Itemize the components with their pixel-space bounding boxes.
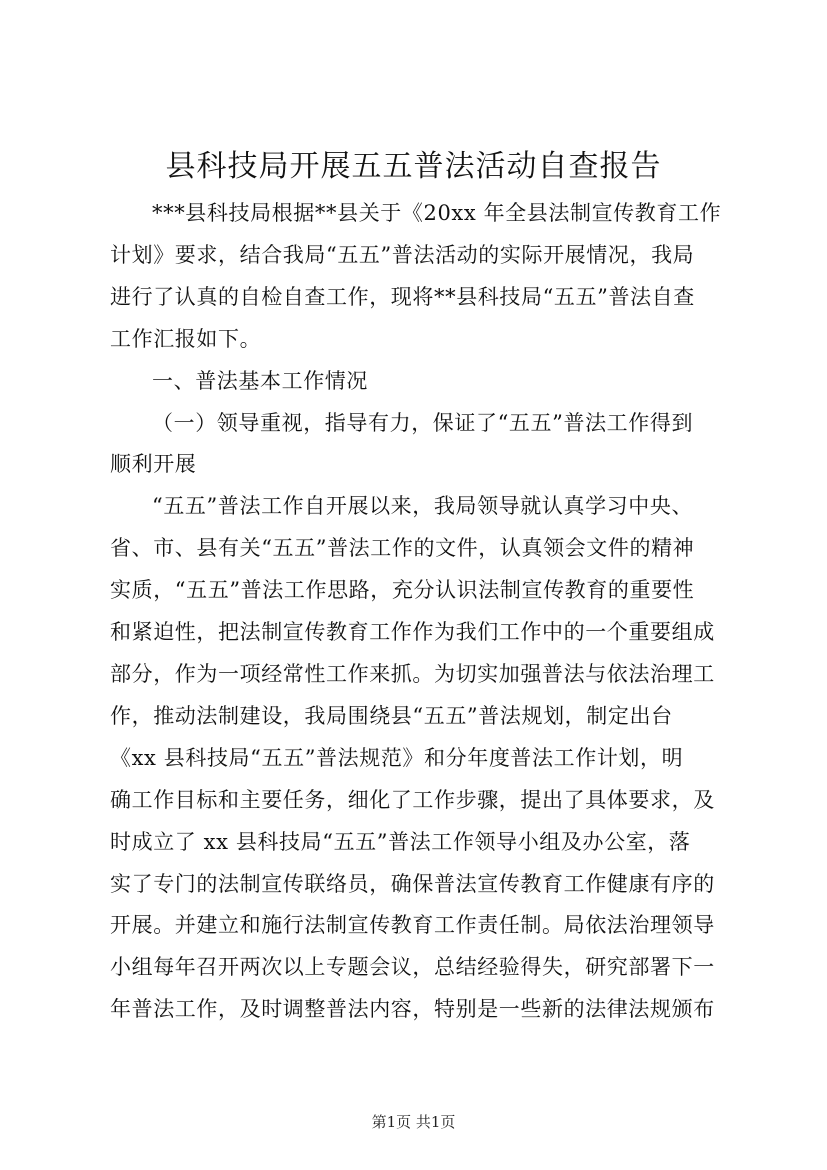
- text-line: 时成立了 xx 县科技局“五五”普法工作领导小组及办公室，落: [110, 829, 691, 854]
- text-line: 实了专门的法制宣传联络员，确保普法宣传教育工作健康有序的: [110, 871, 715, 896]
- document-body: [110, 193, 725, 1031]
- page-footer: 第1页 共1页: [371, 1113, 456, 1131]
- text-line: 开展。并建立和施行法制宣传教育工作责任制。局依法治理领导: [110, 913, 715, 938]
- text-line: 和紧迫性，把法制宣传教育工作作为我们工作中的一个重要组成: [110, 620, 715, 645]
- text-line: 省、市、县有关“五五”普法工作的文件，认真领会文件的精神: [110, 536, 695, 561]
- document-title: 县科技局开展五五普法活动自查报告: [165, 149, 662, 184]
- text-line: 小组每年召开两次以上专题会议，总结经验得失，研究部署下一: [110, 955, 715, 980]
- text-line: 年普法工作，及时调整普法内容，特别是一些新的法律法规颁布: [110, 997, 715, 1022]
- text-line: 确工作目标和主要任务，细化了工作步骤，提出了具体要求，及: [110, 787, 715, 812]
- text-line: 工作汇报如下。: [110, 326, 262, 351]
- text-line: 进行了认真的自检自查工作，现将**县科技局“五五”普法自查: [110, 284, 695, 309]
- text-line: ***县科技局根据**县关于《20xx 年全县法制宣传教育工作: [152, 201, 722, 225]
- text-line: 实质，“五五”普法工作思路，充分认识法制宣传教育的重要性: [110, 578, 695, 603]
- subsection-heading: （一）领导重视，指导有力，保证了“五五”普法工作得到: [152, 410, 694, 435]
- text-line: 部分，作为一项经常性工作来抓。为切实加强普法与依法治理工: [110, 661, 715, 686]
- section-heading: 一、普法基本工作情况: [152, 368, 368, 393]
- text-line: 作，推动法制建设，我局围绕县“五五”普法规划，制定出台: [110, 703, 673, 728]
- text-line: “五五”普法工作自开展以来，我局领导就认真学习中央、: [152, 494, 694, 519]
- subsection-heading-cont: 顺利开展: [110, 452, 197, 477]
- text-line: 计划》要求，结合我局“五五”普法活动的实际开展情况，我局: [110, 242, 695, 267]
- text-line: 《xx 县科技局“五五”普法规范》和分年度普法工作计划，明: [110, 745, 684, 770]
